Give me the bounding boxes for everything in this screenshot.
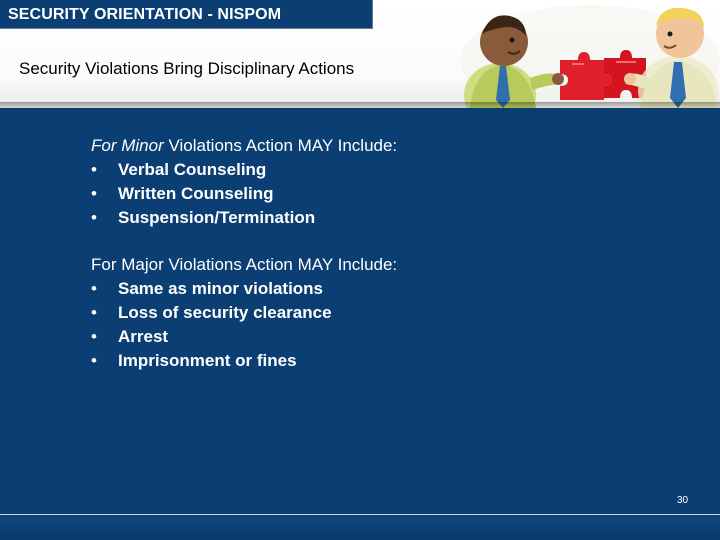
minor-item-2 [91,182,397,206]
minor-violations-heading [91,134,397,158]
bullet-icon: • [91,208,97,227]
header-shadow [0,102,720,110]
minor-heading-italic: For Minor [91,136,164,155]
bullet-icon: • [91,279,97,298]
major-violations-heading: For Major Violations Action MAY Include: [91,255,398,274]
major-item-1 [91,277,397,301]
bullet-icon: • [91,303,97,322]
major-item-label: Arrest [118,327,169,346]
major-item-label: Loss of security clearance [118,303,332,322]
footer-bar-fill [0,517,720,540]
minor-item-label: Verbal Counseling [118,160,267,179]
minor-item-3 [91,206,397,230]
bullet-icon: • [91,160,97,179]
bullet-icon: • [91,351,97,370]
minor-item-1 [91,158,397,182]
minor-item-label: Suspension/Termination [118,208,316,227]
page-number: 30 [677,495,689,506]
slide-title: SECURITY ORIENTATION - NISPOM [0,0,373,29]
major-item-label: Same as minor violations [118,279,324,298]
businessmen-puzzle-clipart [460,0,720,108]
bullet-icon: • [91,327,97,346]
slide-subtitle: Security Violations Bring Disciplinary Actions [19,59,355,78]
minor-item-label: Written Counseling [118,184,274,203]
footer-bar [0,514,720,540]
section-spacer [91,230,397,253]
minor-heading-rest: Violations Action MAY Include: [163,136,398,155]
major-item-4 [91,349,397,373]
major-item-2 [91,301,397,325]
major-item-3 [91,325,397,349]
bullet-icon: • [91,184,97,203]
major-item-label: Imprisonment or fines [118,351,297,370]
slide-body [91,134,397,373]
slide-header [0,0,720,108]
